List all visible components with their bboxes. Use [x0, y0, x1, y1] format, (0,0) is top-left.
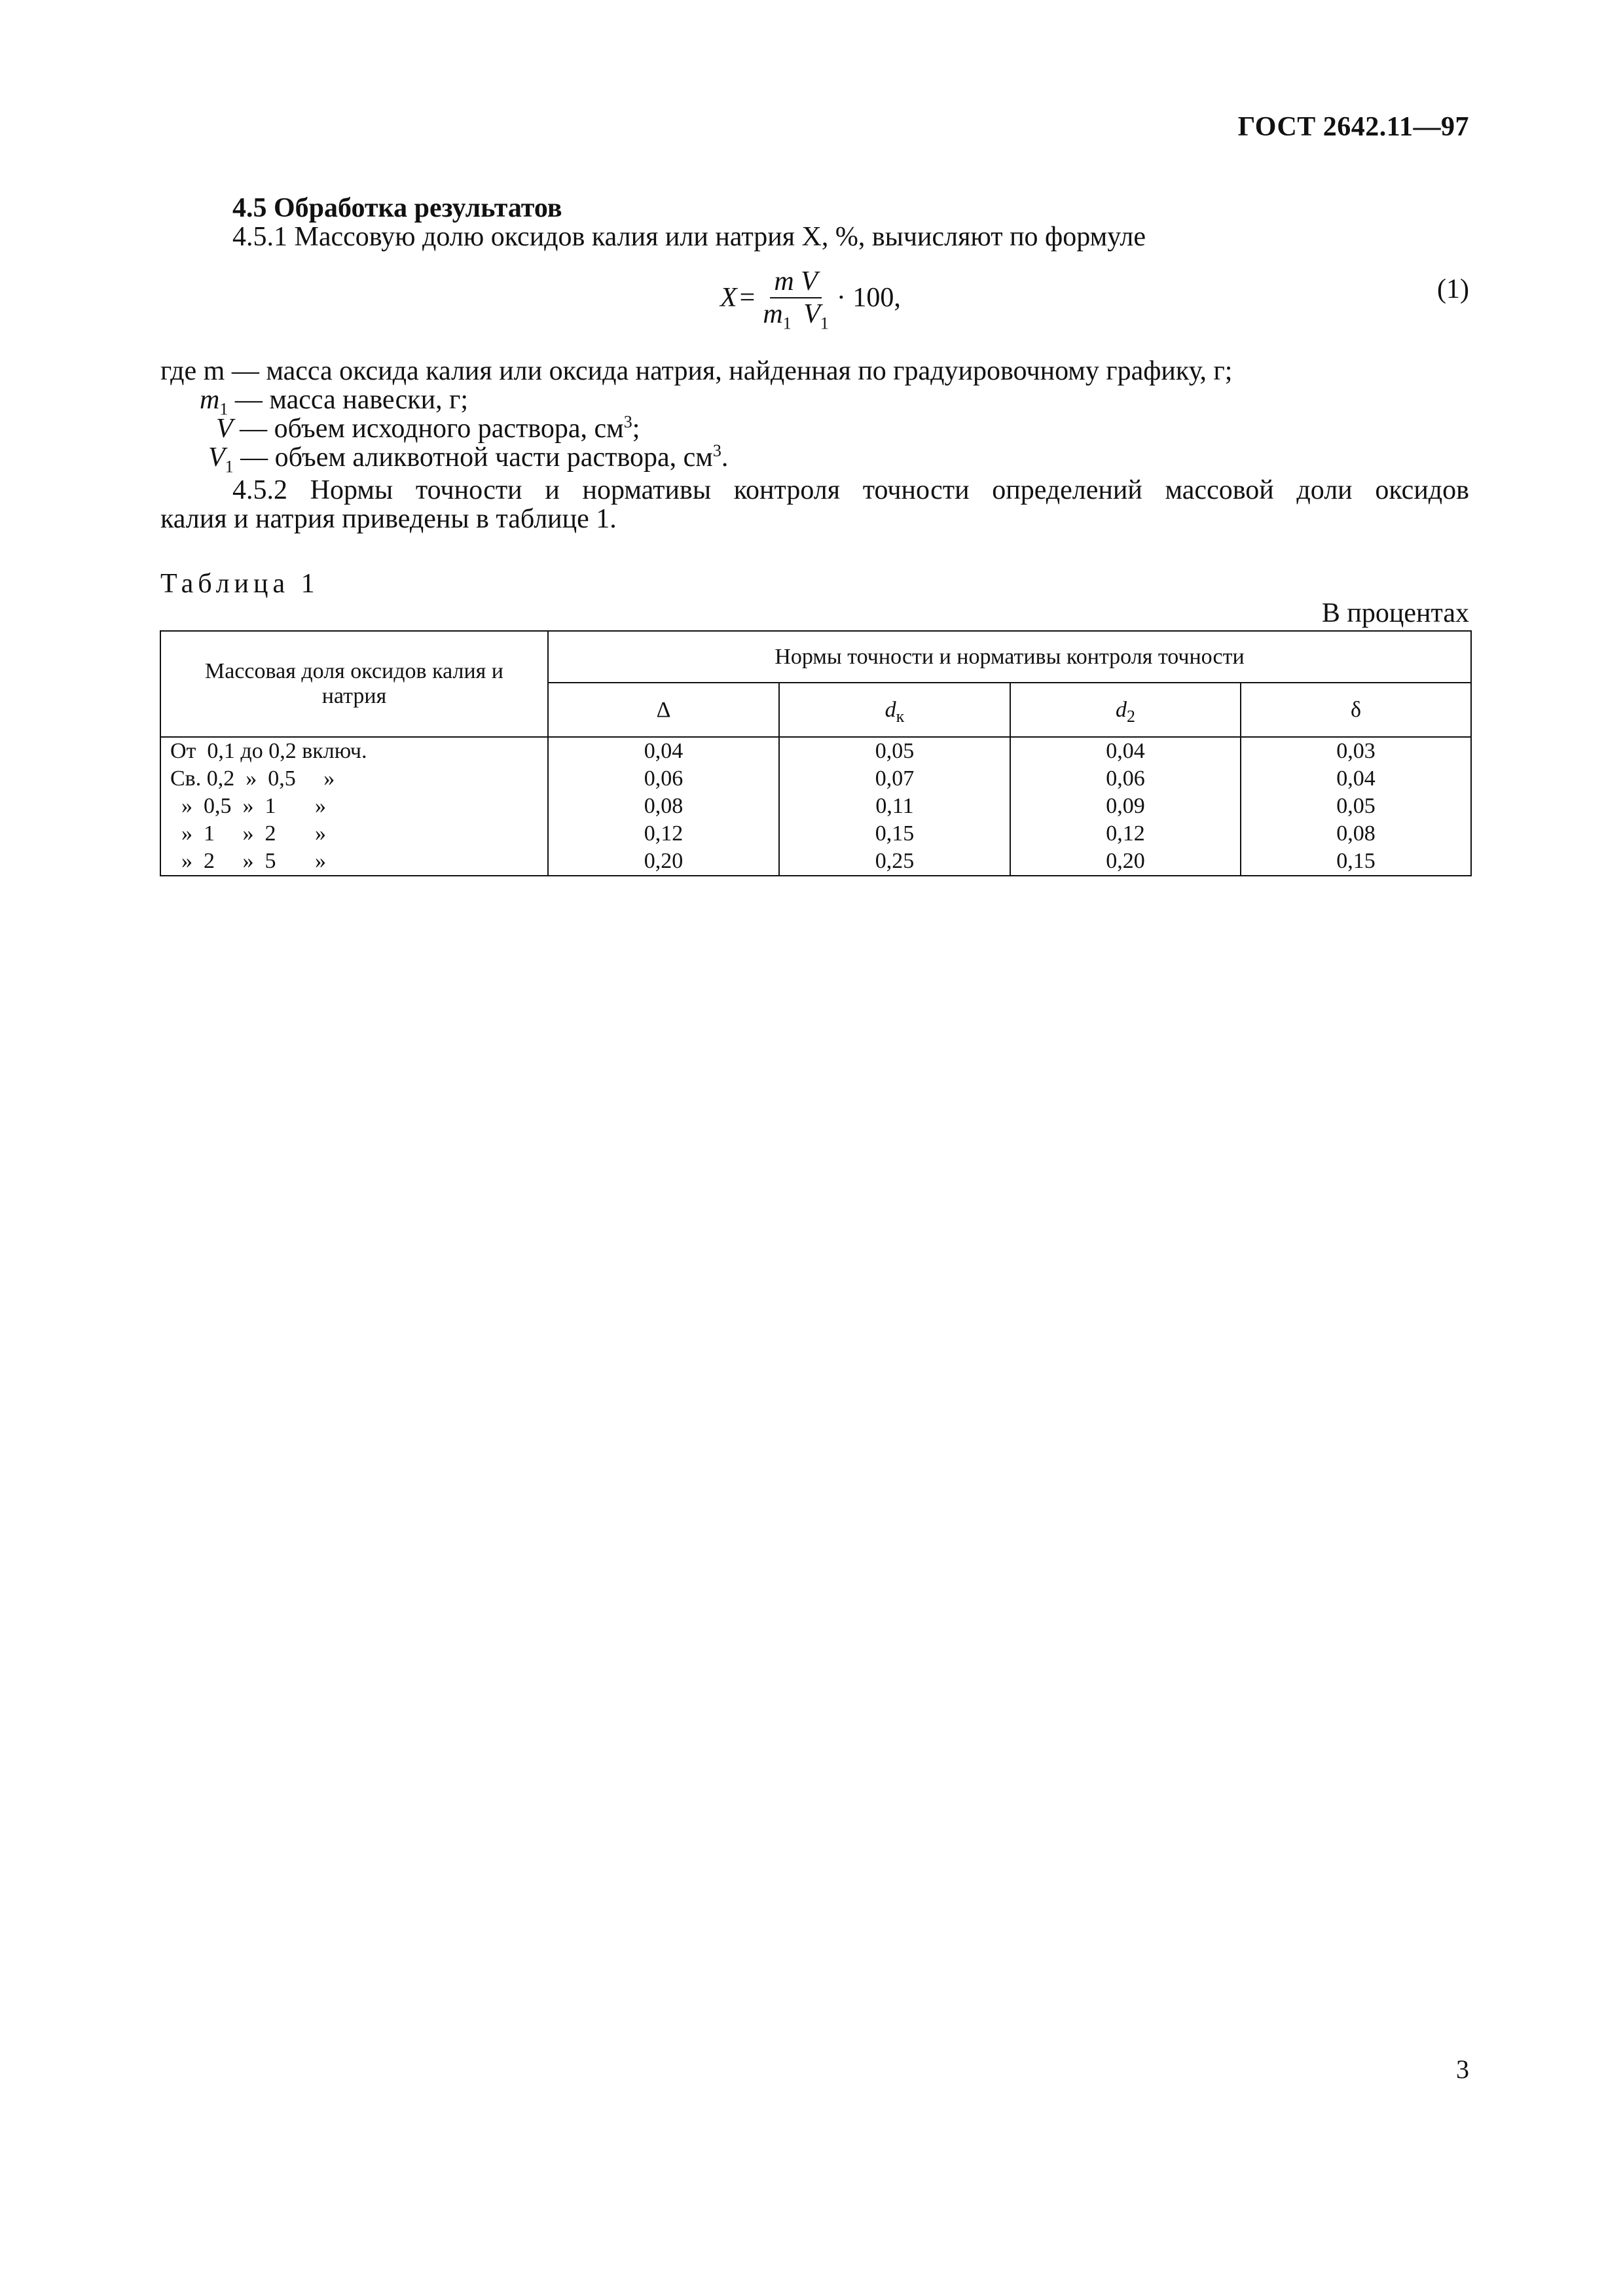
range-row: » 0,5 » 1 » [170, 794, 326, 818]
formula-den-m-sub: 1 [782, 314, 792, 333]
delta-cell: 0,04 [644, 739, 684, 763]
table-unit: В процентах [1321, 598, 1469, 628]
range-row: » 2 » 5 » [170, 849, 326, 873]
header-dk: $d_к$ [779, 683, 1010, 737]
delta-small-column [1241, 737, 1471, 876]
delta-small-cell: 0,04 [1336, 766, 1376, 791]
dk-cell: 0,25 [875, 849, 915, 873]
formula-den-v-sub: 1 [820, 314, 829, 333]
header-fraction: Массовая доля оксидов калия и натрия [160, 631, 548, 737]
where-v1: $V_1$ — объем аликвотной части раствора, $см^3$. [208, 441, 729, 476]
d2-column [1010, 737, 1241, 876]
range-column [160, 737, 548, 876]
formula [720, 266, 901, 333]
data-table [160, 630, 1472, 876]
d2-cell: 0,06 [1106, 766, 1145, 791]
range-row: » 1 » 2 » [170, 821, 326, 846]
where-m: где m — масса оксида калия или оксида натрия, найденная по градуировочному графику, г; [160, 356, 1233, 386]
d2-cell: 0,04 [1106, 739, 1145, 763]
delta-small-cell: 0,03 [1336, 739, 1376, 763]
formula-equals: = [739, 283, 756, 313]
header-d2: $d_2$ [1010, 683, 1241, 737]
d2-cell: 0,12 [1106, 821, 1145, 846]
delta-cell: 0,06 [644, 766, 684, 791]
delta-small-cell: 0,15 [1336, 849, 1376, 873]
dk-cell: 0,11 [875, 794, 914, 818]
formula-den-m: m [763, 299, 783, 329]
delta-column [548, 737, 779, 876]
d2-cell: 0,09 [1106, 794, 1145, 818]
dk-cell: 0,15 [875, 821, 915, 846]
paragraph-4-5-1: 4.5.1 Массовую долю оксидов калия или натрия X, %, вычисляют по формуле [232, 222, 1146, 252]
page-number: 3 [1456, 2054, 1469, 2084]
dk-cell: 0,07 [875, 766, 915, 791]
header-norms: Нормы точности и нормативы контроля точности [548, 631, 1471, 683]
formula-fraction [759, 266, 833, 333]
dk-column [779, 737, 1010, 876]
d2-cell: 0,20 [1106, 849, 1145, 873]
where-m1: $m_1$ — масса навески, г; [200, 385, 469, 419]
delta-cell: 0,08 [644, 794, 684, 818]
table-caption: Таблица 1 [160, 569, 319, 599]
delta-cell: 0,12 [644, 821, 684, 846]
formula-den-v: V [803, 299, 820, 329]
delta-small-cell: 0,05 [1336, 794, 1376, 818]
delta-cell: 0,20 [644, 849, 684, 873]
dk-cell: 0,05 [875, 739, 915, 763]
where-v: V — объем исходного раствора, $см^3$; [216, 412, 640, 444]
delta-small-cell: 0,08 [1336, 821, 1376, 846]
formula-number: (1) [1437, 274, 1469, 304]
paragraph-4-5-2-line1: 4.5.2 Нормы точности и нормативы контроля точности определений массовой доли оксидов [232, 475, 1469, 505]
range-row: Св. 0,2 » 0,5 » [170, 766, 335, 791]
header-delta-small: δ [1241, 683, 1471, 737]
range-row: От 0,1 до 0,2 включ. [170, 739, 367, 763]
document-number: ГОСТ 2642.11—97 [1237, 112, 1469, 142]
section-title: 4.5 Обработка результатов [232, 193, 562, 223]
formula-tail: · 100, [836, 283, 901, 313]
header-delta: Δ [548, 683, 779, 737]
formula-numerator: m V [774, 266, 818, 296]
formula-lhs: X [720, 283, 737, 313]
paragraph-4-5-2-line2: калия и натрия приведены в таблице 1. [160, 504, 617, 534]
